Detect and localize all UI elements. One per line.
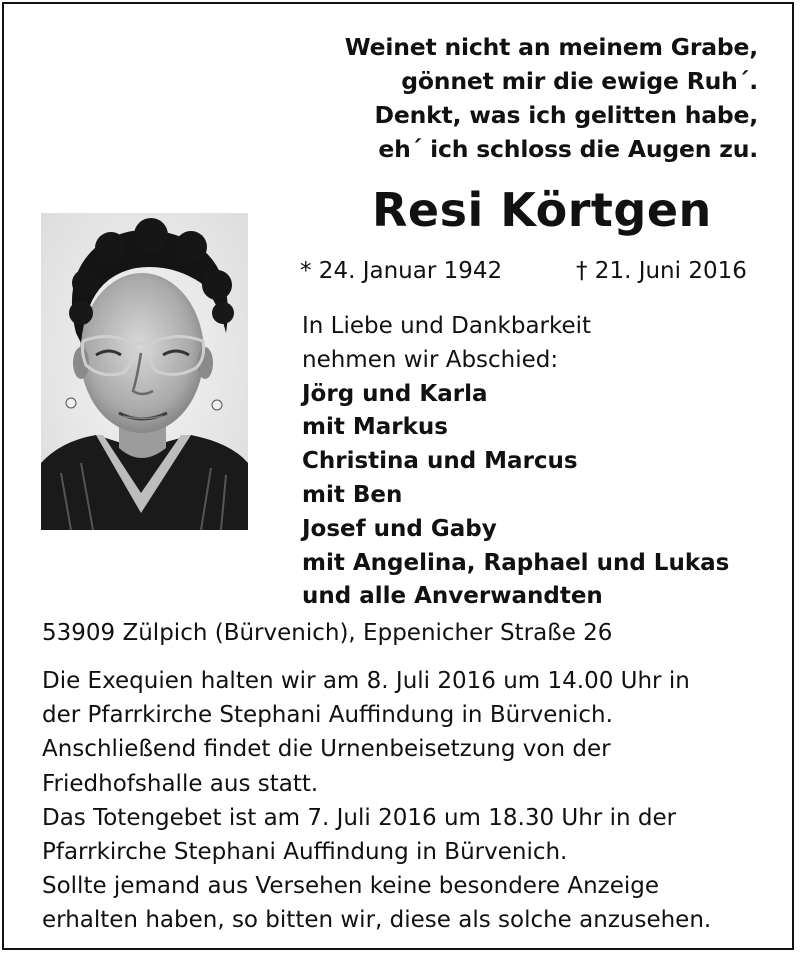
info-line: Sollte jemand aus Versehen keine besondere Anzeige: [42, 873, 660, 900]
memorial-poem: [345, 30, 758, 166]
info-line: Das Totengebet ist am 7. Juli 2016 um 18.30 Uhr in der: [42, 804, 677, 831]
mourners-intro-line: nehmen wir Abschied:: [302, 346, 559, 373]
poem-line: gönnet mir die ewige Ruh´.: [401, 67, 758, 95]
mourner-name: mit Markus: [302, 414, 448, 441]
info-line: Anschließend findet die Urnenbeisetzung von der: [42, 736, 611, 763]
mourner-name: und alle Anverwandten: [302, 583, 603, 610]
poem-line: eh´ ich schloss die Augen zu.: [378, 135, 758, 163]
death-date: † 21. Juni 2016: [576, 258, 747, 284]
info-line: der Pfarrkirche Stephani Auffindung in Bürvenich.: [42, 702, 613, 729]
mourner-name: Jörg und Karla: [302, 380, 488, 407]
portrait-photo: [41, 213, 248, 530]
mourner-name: Christina und Marcus: [302, 448, 578, 475]
info-line: Pfarrkirche Stephani Auffindung in Bürvenich.: [42, 839, 568, 866]
info-line: erhalten haben, so bitten wir, diese als solche anzusehen.: [42, 907, 712, 934]
deceased-name: Resi Körtgen: [372, 183, 712, 237]
mourner-name: mit Ben: [302, 481, 403, 508]
info-line: Die Exequien halten wir am 8. Juli 2016 um 14.00 Uhr in: [42, 668, 690, 694]
poem-line: Denkt, was ich gelitten habe,: [374, 101, 758, 129]
birth-date: * 24. Januar 1942: [300, 258, 503, 284]
mourner-name: mit Angelina, Raphael und Lukas: [302, 549, 730, 576]
mourner-name: Josef und Gaby: [302, 515, 497, 542]
mourners-intro-line: In Liebe und Dankbarkeit: [302, 313, 592, 339]
service-info: [42, 664, 711, 938]
mourners-block: [302, 310, 729, 614]
family-address: 53909 Zülpich (Bürvenich), Eppenicher Straße 26: [42, 620, 613, 646]
info-line: Friedhofshalle aus statt.: [42, 770, 319, 797]
poem-line: Weinet nicht an meinem Grabe,: [344, 33, 758, 61]
